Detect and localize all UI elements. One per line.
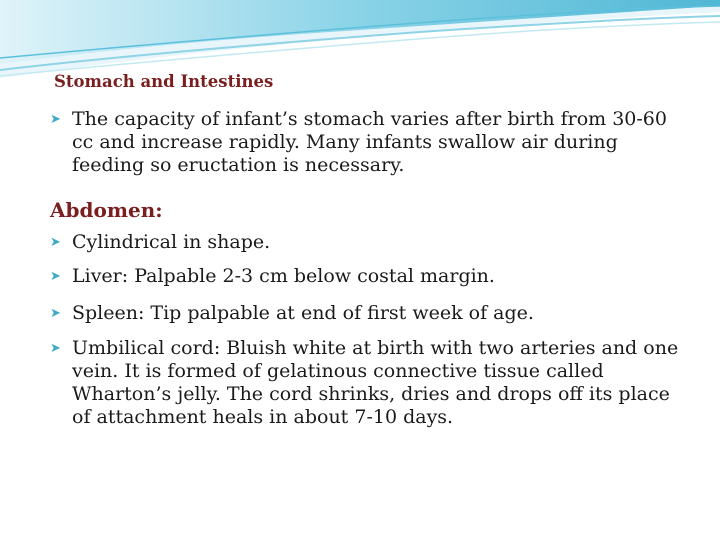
slide-subtitle: Stomach and Intestines (54, 72, 274, 91)
arrow-bullet-icon: ➤ (50, 269, 61, 284)
bullet-stomach-capacity (50, 108, 690, 177)
arrow-bullet-icon: ➤ (50, 306, 61, 321)
bullet-text: Cylindrical in shape. (72, 231, 271, 253)
bullet-liver (50, 265, 690, 288)
bullet-abdomen-shape (50, 231, 690, 254)
section-heading-abdomen: Abdomen: (50, 198, 163, 222)
arrow-bullet-icon: ➤ (50, 341, 61, 356)
bullet-text: The capacity of infant’s stomach varies after birth from 30-60 cc and increase rapidly. Many infants swallow air during feeding so eructation is necessary. (72, 108, 667, 176)
bullet-text: Umbilical cord: Bluish white at birth with two arteries and one vein. It is formed of gelatinous connective tissue called Wharton’s jelly. The cord shrinks, dries and drops off its place of attachment heals in about 7-10 days. (72, 337, 679, 428)
bullet-umbilical-cord (50, 337, 690, 429)
bullet-text: Spleen: Tip palpable at end of first week of age. (72, 302, 534, 324)
bullet-text: Liver: Palpable 2-3 cm below costal margin. (72, 265, 495, 287)
bullet-spleen (50, 302, 690, 325)
arrow-bullet-icon: ➤ (50, 235, 61, 250)
arrow-bullet-icon: ➤ (50, 112, 61, 127)
